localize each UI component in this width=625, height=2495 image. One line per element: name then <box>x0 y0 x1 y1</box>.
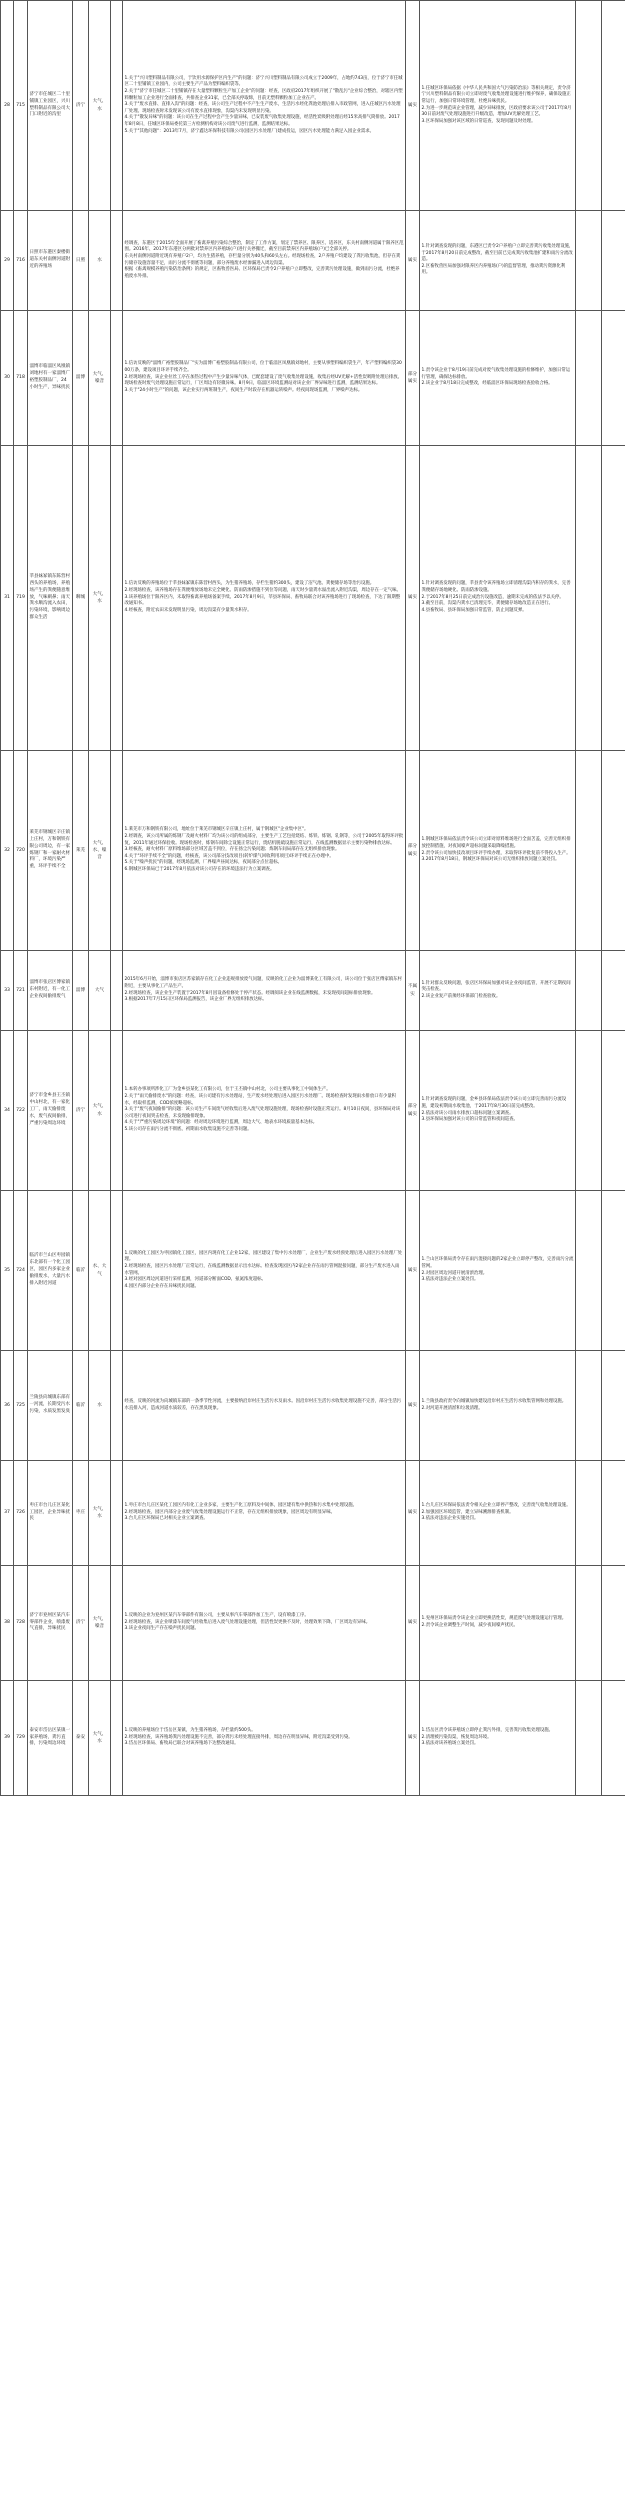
pollution-type-text: 大气、水、噪音 <box>92 840 107 861</box>
investigation-findings <box>123 1566 406 1681</box>
investigation-findings-text: 1.信访反映的"淄博广裕塑胶制品厂"实为淄博广裕塑胶制品有限公司，位于临淄区凤凰镇刘地村，主要从事塑料编织袋生产，年产塑料编织袋3000万条，建设项目环评手续齐全。 2.经现场检查，该企业拉丝工序在加热过程中产生少量异味气体，已配套建设了废气收集处理设施，收集后经UV光解+活性炭吸附处理后排放。现场检查时废气处理设施正常运行，厂区周边有轻微异味。8月9日，临淄区环境监测站对该企业厂界异味进行监测，监测结果达标。 3.关于"24小时生产"的问题，该企业实行两班制生产，夜间生产时段存在机器运转噪声。经夜间现场监测，厂界噪声达标。 <box>124 361 403 393</box>
pollution-type-text: 水、大气 <box>92 1264 107 1277</box>
investigation-findings <box>123 751 406 951</box>
reported-location-text: 济宁市任城区二十里铺镇工业园区，兴川塑料制品有限公司大门口附近的沟里 <box>29 91 70 118</box>
reported-location-text: 莘县妹冢镇东陈营村西头的养殖场，养殖场产生的粪便随意堆放，气味刺鼻；雨天粪水顺沟流入农田，污染环境，影响周边群众生活 <box>29 573 70 621</box>
rectification-measures-text: 1.兖州区环保局责令该企业立即更换活性炭，规范废气处理设施运行管理。 2.责令该企业调整生产时间，减少夜间噪声扰民。 <box>421 1616 567 1628</box>
row-sequence-number-text: 31 <box>4 595 10 601</box>
pollution-type <box>89 1191 111 1351</box>
investigation-findings <box>123 951 406 1031</box>
administrative-area <box>73 751 89 951</box>
reported-location-text: 济宁市金乡县王丕镇中山村北，有一家化工厂，雨天偷排废水，废气夜间偷排，严重污染周边环境 <box>29 1093 70 1126</box>
verification-status-text: 属实 <box>407 1735 418 1741</box>
accountability-status <box>576 951 602 1031</box>
row-sequence-number-text: 35 <box>4 1267 10 1273</box>
reported-location-text: 淄博市张店区傅家镇东村附近，有一化工企业夜间偷排废气 <box>29 980 70 999</box>
pollution-type <box>89 1566 111 1681</box>
row-sequence-number <box>1 1351 14 1461</box>
administrative-area-text: 济宁 <box>75 1107 86 1113</box>
reported-location-text: 泰安市岱岳区某镇一家养殖场，粪污直排，污染周边环境 <box>29 1727 70 1747</box>
accountability-status <box>576 211 602 311</box>
reported-location-text: 枣庄市台儿庄区某化工园区，企业异味扰民 <box>29 1502 70 1522</box>
verification-status <box>406 311 420 446</box>
accountability-status <box>576 446 602 751</box>
pollution-type <box>89 751 111 951</box>
verification-status <box>406 1191 420 1351</box>
investigation-findings-text: 1.反映的企业为兖州区某汽车零部件有限公司，主要从事汽车零部件加工生产，设有喷漆工序。 2.经现场检查，该企业喷漆车间废气经收集后进入废气处理设施处理，但活性炭更换不及时，处理效果下降，厂区周边有异味。 3.该企业夜间生产存在噪声扰民问题。 <box>124 1613 371 1632</box>
verification-status-text: 部分属实 <box>407 371 418 384</box>
closure-result <box>602 1351 625 1461</box>
row-sequence-number-text: 30 <box>4 375 10 381</box>
petition-id-text: 721 <box>16 987 25 993</box>
rectification-measures <box>420 311 576 446</box>
pollution-type-text: 大气、水 <box>92 1506 107 1519</box>
investigation-findings <box>123 1 406 211</box>
administrative-area <box>73 1191 89 1351</box>
ledger-row <box>1 1031 625 1191</box>
ledger-row <box>1 446 625 751</box>
ledger-row <box>1 951 625 1031</box>
petition-id <box>14 1 28 211</box>
pollution-type-text: 大气 <box>94 987 105 993</box>
verification-status-text: 属实 <box>407 257 418 263</box>
verification-status <box>406 751 420 951</box>
row-sequence-number-text: 37 <box>4 1510 10 1516</box>
closure-result <box>602 446 625 751</box>
reported-location-text: 临沂市兰山区枣园镇东北部有一个化工园区，园区内多家企业偷排废水，大量污水排入附近河道 <box>29 1253 70 1286</box>
rectification-measures <box>420 751 576 951</box>
pollution-type-text: 大气、噪音 <box>92 1616 107 1629</box>
petition-level <box>111 1566 123 1681</box>
petition-id-text: 719 <box>16 595 25 601</box>
investigation-findings-text: 1.反映的化工园区为枣园镇化工园区，园区内现有化工企业12家，园区建设了集中污水处理厂，企业生产废水经预处理后进入园区污水处理厂处理。 2.经现场检查，园区污水处理厂正常运行，在线监测数据显示出水达标。检查发现园区内2家企业存在雨污管网混接问题，部分生产废水进入雨水管网。 3.经对园区周边河道进行采样监测，河道部分断面COD、氨氮浓度超标。 4.园区内部分企业存在异味扰民问题。 <box>124 1250 403 1289</box>
petition-id <box>14 311 28 446</box>
accountability-status <box>576 1191 602 1351</box>
administrative-area <box>73 446 89 751</box>
administrative-area <box>73 1351 89 1461</box>
petition-level <box>111 311 123 446</box>
investigation-findings-text: 经查，反映的河流为向城镇东部的一条季节性河流，主要接纳沿岸村庄生活污水及雨水。因沿岸村庄生活污水收集处理设施不完善，部分生活污水直排入河，造成河道水质较差，存在黑臭现象。 <box>124 1398 402 1411</box>
ledger-row <box>1 211 625 311</box>
row-sequence-number <box>1 1191 14 1351</box>
petition-id-text: 725 <box>16 1402 25 1408</box>
pollution-type-text: 水 <box>97 1402 102 1408</box>
reported-location <box>28 311 73 446</box>
accountability-status <box>576 311 602 446</box>
verification-status <box>406 446 420 751</box>
petition-level <box>111 1191 123 1351</box>
rectification-measures <box>420 1461 576 1566</box>
petition-id <box>14 1461 28 1566</box>
row-sequence-number <box>1 446 14 751</box>
petition-id <box>14 1351 28 1461</box>
closure-result <box>602 1031 625 1191</box>
row-sequence-number <box>1 1 14 211</box>
rectification-measures <box>420 1351 576 1461</box>
investigation-findings-text: 1.本转办事项所涉化工厂为金乡县某化工有限公司，位于王丕镇中山村北，公司主要从事化工中间体生产。 2.关于"雨天偷排废水"的问题：经查，该公司建有污水处理站，生产废水经处理后进入园区污水处理厂。现场检查时发现雨水排放口有少量积水，经取样监测，COD浓度略超标。 3.关于"废气夜间偷排"的问题：该公司生产车间废气经收集后进入废气处理设施处理，现场检查时设施正常运行。8月10日夜间，县环保局对该公司进行夜间突击检查，未发现偷排现象。 4.关于"严重污染周边环境"的问题：经对周边环境进行监测，周边大气、地表水环境质量基本达标。 5.该公司存在雨污分流不彻底、初期雨水收集设施不完善等问题。 <box>124 1087 401 1133</box>
petition-level <box>111 1031 123 1191</box>
row-sequence-number <box>1 1566 14 1681</box>
row-sequence-number-text: 28 <box>4 102 10 108</box>
verification-status-text: 属实 <box>407 1620 418 1626</box>
accountability-status <box>576 1031 602 1191</box>
closure-result <box>602 1191 625 1351</box>
verification-status-text: 属实 <box>407 1510 418 1516</box>
investigation-findings-text: 1.莱芜市万和钢铁有限公司，地址位于莱芜市钢城区辛庄镇上庄村，属于钢城区"企业集中区"。 2.经调查，该公司所属的炼钢厂及耐火材料厂均为该公司的组成部分，主要生产工艺包括烧结、炼铁、炼钢、轧钢等，公司于2005年取得环评批复，2011年通过环保验收。现场检查时，炼钢车间除尘设施正常运行，烧结机脱硫设施正常运行，在线监测数据显示主要污染物排放达标。 3.经核查，耐火材料厂原料堆场部分区域苫盖不到位，存在扬尘污染问题；炼钢车间局部存在无组织排放现象。 4.关于"环评手续不全"的问题，经核查，该公司部分技改项目(转炉煤气回收利用项目)环评手续正在办理中。 5.关于"噪声扰民"的问题，经现场监测，厂界噪声昼间达标，夜间部分点位超标。 6.钢城区环保局已于2017年8月依法对该公司存在的环境违法行为立案调查。 <box>124 827 404 873</box>
rectification-measures <box>420 1681 576 1796</box>
petition-id <box>14 1681 28 1796</box>
closure-result <box>602 311 625 446</box>
investigation-findings <box>123 1031 406 1191</box>
administrative-area-text: 淄博 <box>75 375 86 381</box>
pollution-type <box>89 446 111 751</box>
administrative-area-text: 临沂 <box>75 1402 86 1408</box>
investigation-findings-text: 1.关于"兴川塑料制品有限公司，于饮用水源保护区内生产"的问题：济宁兴川塑料制品有限公司成立于2009年，占地约743亩，位于济宁市任城区二十里铺镇工业园内，公司主要生产产品为塑料编织袋等。 2.关于"济宁市任城区二十里铺镇存在大量塑料颗粒生产加工企业"的问题：经查，区政府2017年组织开展了"散乱污"企业综合整治，对辖区内塑料颗粒加工企业进行全面排查，共排查企业31家，已全部关停取缔，目前无塑料颗粒加工企业在产。 3.关于"废水直排、直排入沟"的问题：经查，该公司生产过程中不产生生产废水，生活污水经化粪池处理后排入市政管网，进入任城区污水处理厂处理。现场检查时未发现该公司有废水直排现象，沟渠内未发现明显污染。 4.关于"散发异味"的问题：该公司在生产过程中会产生少量异味，已安装废气收集处理设施，经活性炭吸附处理后经15米高排气筒排放。2017年8月8日，任城区环保局委托第三方检测机构对该公司废气进行监测，监测结果达标。 5.关于"其他问题"：2013年7月，济宁鑫达环保科技有限公司(园区污水处理厂)建成投运，园区污水处理能力满足入园企业需求。 <box>124 75 403 134</box>
rectification-measures-text: 1.钢城区环保局依法责令该公司立即对原料堆场进行全面苫盖，完善无组织排放控制措施，对夜间噪声超标问题采取降噪措施。 2.责令该公司加快技改项目环评手续办理，未取得环评批复前不得投入生产。 3.2017年8月18日，钢城区环保局对该公司无组织排放问题立案处罚。 <box>421 837 571 863</box>
verification-status-text: 属实 <box>407 595 418 601</box>
petition-id <box>14 446 28 751</box>
verification-status-text: 属实 <box>407 1267 418 1273</box>
closure-result <box>602 1681 625 1796</box>
verification-status <box>406 1031 420 1191</box>
administrative-area <box>73 1031 89 1191</box>
closure-result <box>602 1461 625 1566</box>
pollution-type <box>89 951 111 1031</box>
administrative-area-text: 莱芜 <box>75 847 86 853</box>
pollution-type <box>89 1681 111 1796</box>
investigation-findings-text: 1.枣庄市台儿庄区某化工园区内有化工企业多家，主要生产化工原料及中间体，园区建有集中供热和污水集中处理设施。 2.经现场检查，园区内部分企业废气收集处理设施运行不正常，存在无组织排放现象，园区周边有明显异味。 3.台儿庄区环保局已对相关企业立案调查。 <box>124 1503 358 1522</box>
administrative-area-text: 枣庄 <box>75 1510 86 1516</box>
administrative-area-text: 泰安 <box>75 1735 86 1741</box>
ledger-row <box>1 1191 625 1351</box>
administrative-area-text: 济宁 <box>75 1620 86 1626</box>
rectification-measures <box>420 211 576 311</box>
row-sequence-number <box>1 751 14 951</box>
investigation-findings-text: 1.信访反映的养殖场位于莘县妹冢镇东陈营村西头，为生猪养殖场，存栏生猪约300头，建设了沼气池、粪便储存场等治污设施。 2.经现场检查，该养殖场存在粪便堆放场地未完全硬化、防雨防渗措施不到位等问题，雨天时少量粪水溢出流入附近沟渠，周边存在一定气味。 3.该养殖场位于限养区内，未取得畜禽养殖场备案手续。2017年8月9日，莘县环保局、畜牧局联合对该养殖场进行了现场检查，下达了限期整改通知书。 4.经核查，附近农田未发现明显污染，周边沟渠有少量粪水积存。 <box>124 581 401 613</box>
petition-id-text: 716 <box>16 257 25 263</box>
petition-id-text: 726 <box>16 1510 25 1516</box>
closure-result <box>602 951 625 1031</box>
petition-id <box>14 1191 28 1351</box>
rectification-measures-text: 1.针对群众反映问题，张店区环保局加强对该企业夜间监管，开展不定期夜间突击检查。 2.该企业复产前须经环保部门检查验收。 <box>421 980 571 999</box>
reported-location <box>28 751 73 951</box>
verification-status-text: 属实 <box>407 102 418 108</box>
row-sequence-number <box>1 951 14 1031</box>
verification-status <box>406 1 420 211</box>
reported-location-text: 日照市东港区秦楼街道东关村南侧河道附近的养殖场 <box>29 250 70 269</box>
ledger-row <box>1 311 625 446</box>
rectification-measures-text: 1.责令该企业于8月19日前完成对废气收集处理设施的检修维护，加强日常运行管理，确保达标排放。 2.该企业于8月18日完成整改，经临淄区环保局现场检查验收合格。 <box>421 368 571 387</box>
row-sequence-number <box>1 1681 14 1796</box>
rectification-measures-text: 1.针对调查发现的问题，金乡县环保局依法责令该公司立即完善雨污分流设施，建设初期雨水收集池，于2017年8月30日前完成整改。 2.依法对该公司雨水排放口超标问题立案调查。 3.县环保局加强对该公司的日常监管和夜间巡查。 <box>421 1097 567 1123</box>
verification-status <box>406 211 420 311</box>
closure-result <box>602 1566 625 1681</box>
accountability-status <box>576 751 602 951</box>
administrative-area <box>73 1681 89 1796</box>
rectification-measures-text: 1.台儿庄区环保局依法责令相关企业立即停产整改，完善废气收集处理设施。 2.加强园区环境监管，建立异味溯源排查机制。 3.依法对违法企业实施处罚。 <box>421 1503 571 1522</box>
ledger-row <box>1 751 625 951</box>
reported-location-text: 淄博市临淄区凤凰镇刘地村有一家淄博广裕塑胶制品厂，24小时生产，异味扰民 <box>29 364 70 390</box>
accountability-status <box>576 1461 602 1566</box>
petition-id-text: 718 <box>16 375 25 381</box>
accountability-status <box>576 1 602 211</box>
petition-level <box>111 1461 123 1566</box>
administrative-area-text: 聊城 <box>75 595 86 601</box>
closure-result <box>602 751 625 951</box>
verification-status <box>406 1351 420 1461</box>
closure-result <box>602 1 625 211</box>
row-sequence-number-text: 34 <box>4 1107 10 1113</box>
petition-level <box>111 211 123 311</box>
verification-status <box>406 1461 420 1566</box>
verification-status-text: 不属实 <box>407 984 418 997</box>
reported-location <box>28 446 73 751</box>
pollution-type <box>89 211 111 311</box>
accountability-status <box>576 1351 602 1461</box>
reported-location <box>28 1461 73 1566</box>
investigation-findings-text: 经调查，东港区于2015年全面开展了畜禽养殖污染综合整治，制定了工作方案，划定了禁养区、限养区、适养区，东关村南侧河道属于限养区范围。2016年、2017年东港区分两批对禁养区内养殖场(户)进行关停搬迁，截至目前禁养区内养殖场(户)已全部关停。 东关村南侧河道附近现有养殖户2户，均为生猪养殖，存栏量分别为40头和60头左右。经现场检查，2户养殖户均建设了粪污收集池，但存在粪污储存设施容量不足，雨污分流不彻底等问题，部分养殖废水经渗漏进入周边沟渠。 根据《畜禽规模养殖污染防治条例》的规定，区畜牧兽医局、区环保局已责令2户养殖户立即整改，完善粪污处理设施，做到雨污分流，杜绝养殖废水外排。 <box>124 240 404 279</box>
row-sequence-number-text: 32 <box>4 847 10 853</box>
reported-location <box>28 1191 73 1351</box>
reported-location <box>28 1351 73 1461</box>
administrative-area-text: 日照 <box>75 257 86 263</box>
ledger-row <box>1 1 625 211</box>
row-sequence-number-text: 36 <box>4 1402 10 1408</box>
reported-location-text: 济宁市兖州区某汽车零部件企业，喷漆废气直排，异味扰民 <box>29 1612 70 1632</box>
pollution-type-text: 大气、水 <box>92 1104 107 1117</box>
row-sequence-number-text: 29 <box>4 257 10 263</box>
verification-status-text: 属实 <box>407 1402 418 1408</box>
rectification-measures <box>420 1191 576 1351</box>
investigation-findings <box>123 311 406 446</box>
administrative-area-text: 临沂 <box>75 1267 86 1273</box>
petition-id-text: 715 <box>16 102 25 108</box>
administrative-area-text: 济宁 <box>75 102 86 108</box>
petition-level <box>111 1 123 211</box>
row-sequence-number-text: 39 <box>4 1735 10 1741</box>
petition-id <box>14 211 28 311</box>
rectification-measures-text: 1.兰山区环保局责令存在雨污混接问题的2家企业立即停产整改，完善雨污分流管网。 2.对园区周边河道开展清淤治理。 3.依法对违法企业立案处罚。 <box>421 1257 574 1283</box>
reported-location-text: 兰陵县向城镇东部有一河流，长期受污水污染，水质发黑发臭 <box>29 1395 70 1414</box>
petition-id <box>14 1566 28 1681</box>
pollution-type-text: 大气、水 <box>92 591 107 604</box>
pollution-type-text: 大气、水 <box>92 1731 107 1744</box>
investigation-findings-text: 2015年6月开始，淄博市张店区苏家镇存在化工企业违规排放废气问题，反映的化工企业为淄博某化工有限公司，该公司位于张店区傅家镇东村附近，主要从事化工产品生产。 2.经现场检查，该企业生产装置于2017年8月因设备检修处于停产状态。经调阅该企业在线监测数据，未发现夜间超标排放现象。 3.根据2017年7月15日区环保局监测报告，该企业厂界无组织排放达标。 <box>124 977 402 1003</box>
rectification-measures <box>420 446 576 751</box>
closure-result <box>602 211 625 311</box>
administrative-area <box>73 1566 89 1681</box>
administrative-area <box>73 951 89 1031</box>
pollution-type <box>89 1351 111 1461</box>
administrative-area <box>73 1461 89 1566</box>
ledger-row <box>1 1461 625 1566</box>
accountability-status <box>576 1681 602 1796</box>
investigation-findings-text: 1.反映的养殖场位于岱岳区某镇，为生猪养殖场，存栏量约500头。 2.经现场检查，该养殖场粪污处理设施不完善，部分粪污未经处理直接外排，周边存在明显异味，附近沟渠受到污染。 3.岱岳区环保局、畜牧局已联合对该养殖场下达整改通知。 <box>124 1728 353 1747</box>
row-sequence-number-text: 33 <box>4 987 10 993</box>
pollution-type <box>89 1461 111 1566</box>
reported-location <box>28 211 73 311</box>
petition-level <box>111 1681 123 1796</box>
row-sequence-number <box>1 1461 14 1566</box>
administrative-area <box>73 311 89 446</box>
ledger-row <box>1 1351 625 1461</box>
reported-location <box>28 1566 73 1681</box>
row-sequence-number-text: 38 <box>4 1620 10 1626</box>
pollution-type-text: 水 <box>97 257 102 263</box>
ledger-row <box>1 1681 625 1796</box>
rectification-measures <box>420 1 576 211</box>
pollution-type-text: 大气、水 <box>92 99 107 112</box>
investigation-findings <box>123 1681 406 1796</box>
petition-level <box>111 951 123 1031</box>
rectification-measures <box>420 1031 576 1191</box>
investigation-findings <box>123 1461 406 1566</box>
rectification-measures-text: 1.岱岳区责令该养殖场立即停止粪污外排，完善粪污收集处理设施。 2.清理被污染沟渠，恢复周边环境。 3.依法对该养殖场立案处罚。 <box>421 1728 554 1747</box>
ledger-row <box>1 1566 625 1681</box>
rectification-measures-text: 1.针对调查发现的问题，东港区已责令2户养殖户立即完善粪污收集处理设施，于2017年8月20日前完成整改，截至目前已完成粪污收集池扩建和雨污分流改造。 2.区畜牧兽医局加强对限养区内养殖场(户)的监督管理，推动粪污资源化利用。 <box>421 243 574 276</box>
verification-status <box>406 951 420 1031</box>
investigation-findings <box>123 1191 406 1351</box>
petition-level <box>111 751 123 951</box>
administrative-area <box>73 1 89 211</box>
petition-id-text: 722 <box>16 1107 25 1113</box>
reported-location <box>28 1681 73 1796</box>
rectification-measures <box>420 1566 576 1681</box>
petition-id <box>14 951 28 1031</box>
petition-level <box>111 1351 123 1461</box>
pollution-type <box>89 311 111 446</box>
verification-status-text: 部分属实 <box>407 844 418 857</box>
row-sequence-number <box>1 1031 14 1191</box>
reported-location <box>28 1031 73 1191</box>
administrative-area <box>73 211 89 311</box>
rectification-measures-text: 1.兰陵县政府责令向城镇加快建设沿岸村庄生活污水收集管网和处理设施。 2.对河道开展清淤和垃圾清理。 <box>421 1398 567 1411</box>
investigation-findings <box>123 446 406 751</box>
petition-id <box>14 1031 28 1191</box>
administrative-area-text: 淄博 <box>75 987 86 993</box>
row-sequence-number <box>1 311 14 446</box>
reported-location-text: 莱芜市钢城区辛庄镇上庄村，万和钢铁有限公司周边，有一家炼钢厂和一家耐火材料厂，环境污染严重，环评手续不全 <box>29 829 70 870</box>
pollution-type <box>89 1 111 211</box>
petition-id <box>14 751 28 951</box>
verification-status-text: 部分属实 <box>407 1104 418 1117</box>
petition-id-text: 720 <box>16 847 25 853</box>
rectification-measures-text: 1.针对调查发现的问题，莘县责令该养殖场立即清理沟渠内积存的粪水，完善粪便储存场地硬化、防雨防渗设施。 2.于2017年8月25日前完成治污设施改造，逾期未完成的依法予以关停。 3.截至目前，沟渠内粪水已清理完毕，粪便储存场地改造正在进行。 4.县畜牧局、县环保局加强日常监管，防止问题反弹。 <box>421 581 571 613</box>
accountability-status <box>576 1566 602 1681</box>
reported-location <box>28 1 73 211</box>
reported-location <box>28 951 73 1031</box>
investigation-findings <box>123 211 406 311</box>
petition-id-text: 728 <box>16 1620 25 1626</box>
row-sequence-number <box>1 211 14 311</box>
petition-level <box>111 446 123 751</box>
investigation-findings <box>123 1351 406 1461</box>
rectification-measures <box>420 951 576 1031</box>
petition-id-text: 724 <box>16 1267 25 1273</box>
verification-status <box>406 1566 420 1681</box>
rectification-measures-text: 1.任城区环保局依据《中华人民共和国大气污染防治法》等相关规定，责令济宁兴川塑料制品有限公司立即对废气收集处理设施进行维护保养，确保设施正常运行，加强日常环境管理，杜绝异味扰民。 2.为进一步规范该企业管理，减少异味排放，区政府要求该公司于2017年8月30日前对废气处理设施进行升级改造，增加UV光解处理工艺。 3.区环保局加强对该区域的日常巡查，发现问题及时处理。 <box>421 85 572 124</box>
ledger-body <box>1 1 625 1796</box>
pollution-type <box>89 1031 111 1191</box>
pollution-type-text: 大气、噪音 <box>92 371 107 384</box>
verification-status <box>406 1681 420 1796</box>
petition-id-text: 729 <box>16 1735 25 1741</box>
